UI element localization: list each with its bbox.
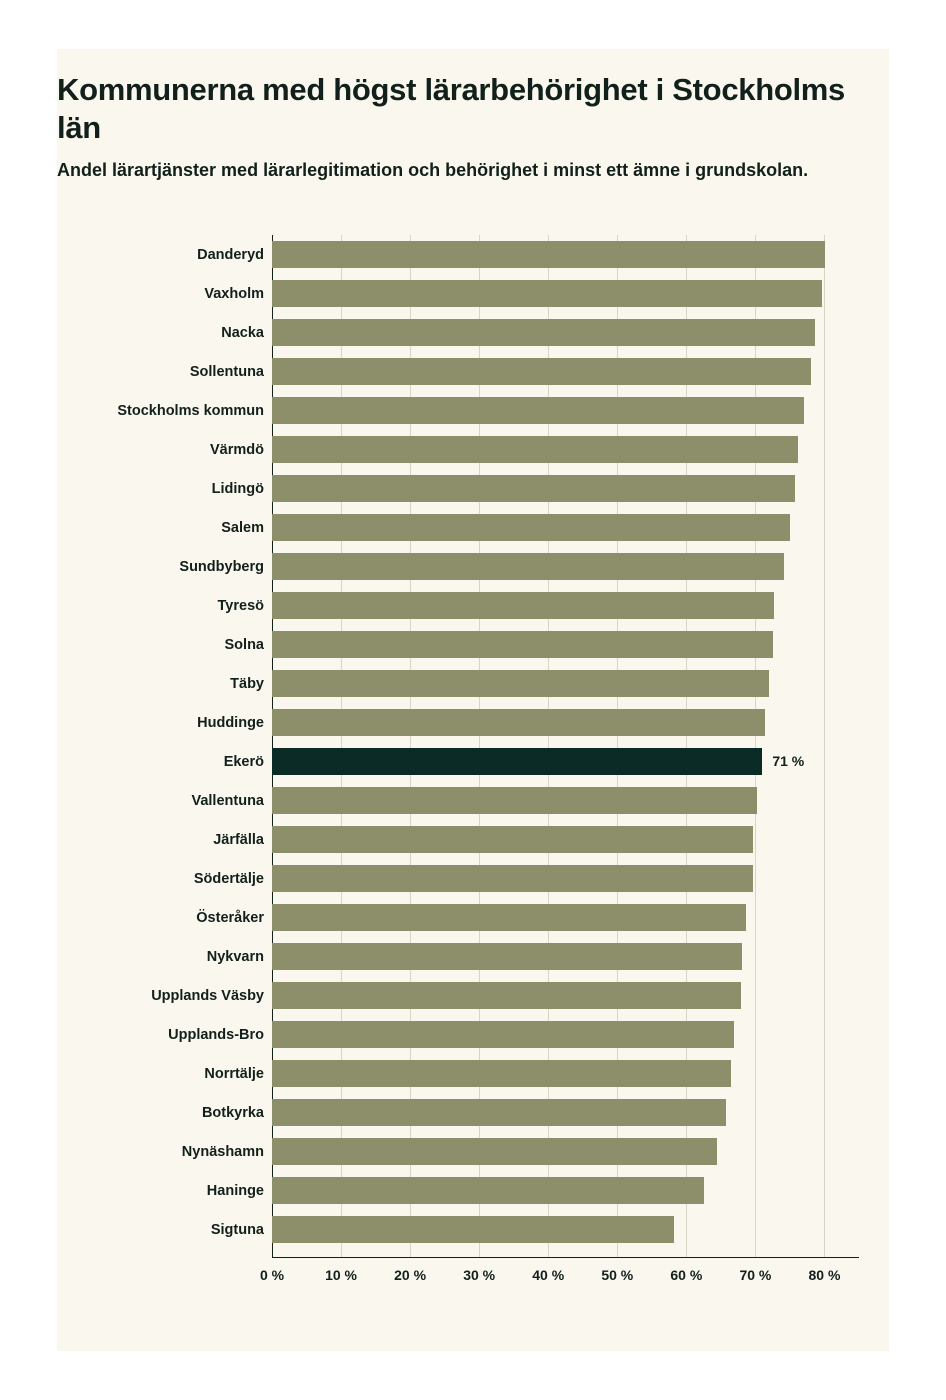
bar-cell [272,313,872,352]
bar[interactable] [272,1177,704,1204]
bar-category-label: Nacka [221,324,264,341]
bar[interactable] [272,592,774,619]
plot-area [57,235,889,1325]
chart-subtitle: Andel lärartjänster med lärarlegitimation och behörighet i minst ett ämne i grundskolan. [57,160,809,180]
bar-row [57,1093,889,1132]
bar[interactable] [272,280,822,307]
bar-row [57,703,889,742]
x-tick-label: 50 % [601,1267,634,1283]
bar-cell [272,1054,872,1093]
bar[interactable] [272,514,790,541]
bar-cell [272,664,872,703]
bar-row [57,898,889,937]
bar[interactable] [272,904,746,931]
bar[interactable] [272,709,765,736]
x-tick-label: 30 % [463,1267,496,1283]
bar-row [57,664,889,703]
bar-category-label: Tyresö [217,597,264,614]
bar-row [57,820,889,859]
bar-cell [272,703,872,742]
bar[interactable] [272,982,741,1009]
bar-cell [272,1132,872,1171]
bar-cell [272,274,872,313]
bar-row [57,1054,889,1093]
bar-row [57,430,889,469]
bar-category-label: Vaxholm [204,285,264,302]
bar[interactable] [272,1216,674,1243]
bar-category-label: Upplands-Bro [168,1026,264,1043]
bar-cell [272,391,872,430]
bar-cell [272,742,872,781]
x-tick-label: 80 % [808,1267,841,1283]
bar[interactable] [272,436,798,463]
bar[interactable] [272,670,769,697]
bar-category-label: Ekerö [223,753,264,770]
bar[interactable] [272,553,784,580]
x-tick-label: 60 % [670,1267,703,1283]
bar[interactable] [272,631,773,658]
bar[interactable] [272,826,753,853]
bar-row [57,547,889,586]
bar-row [57,391,889,430]
x-tick-label: 40 % [532,1267,565,1283]
bar-category-label: Järfälla [213,831,264,848]
x-axis [259,1257,859,1297]
bar-cell [272,1210,872,1249]
bar-row [57,937,889,976]
bar-row [57,1171,889,1210]
bar[interactable] [272,397,804,424]
bar-row [57,469,889,508]
bar[interactable] [272,943,742,970]
bar-row [57,235,889,274]
bar-cell [272,508,872,547]
bar[interactable] [272,1138,717,1165]
bar-category-label: Danderyd [197,246,264,263]
bar[interactable] [272,1099,726,1126]
bar-row [57,1132,889,1171]
bar-cell [272,859,872,898]
bar-category-label: Sigtuna [210,1221,264,1238]
x-tick-label: 20 % [394,1267,427,1283]
bar-rows [57,235,889,1249]
bar-row [57,313,889,352]
bar-highlighted[interactable] [272,748,762,775]
bar-cell [272,1093,872,1132]
bar-category-label: Södertälje [193,870,264,887]
bar[interactable] [272,865,753,892]
bar[interactable] [272,475,795,502]
bar-category-label: Täby [230,675,264,692]
bar-category-label: Österåker [196,909,264,926]
bar-cell [272,352,872,391]
bar-cell [272,781,872,820]
bar-cell [272,469,872,508]
bar-row [57,859,889,898]
bar-category-label: Nykvarn [206,948,264,965]
bar-cell [272,586,872,625]
bar-category-label: Norrtälje [204,1065,264,1082]
bar-category-label: Salem [221,519,264,536]
bar-category-label: Sollentuna [189,363,264,380]
bar-row [57,1210,889,1249]
bar-cell [272,898,872,937]
bar-category-label: Vallentuna [191,792,264,809]
bar-row [57,352,889,391]
bar-category-label: Nynäshamn [181,1143,264,1160]
bar-category-label: Värmdö [210,441,264,458]
bar-row [57,742,889,781]
bar-category-label: Lidingö [211,480,264,497]
bar-category-label: Huddinge [197,714,264,731]
bar-value-label: 71 % [772,753,805,769]
bar-cell [272,430,872,469]
bar[interactable] [272,358,811,385]
bar-category-label: Botkyrka [201,1104,264,1121]
bar[interactable] [272,1021,734,1048]
bar-row [57,976,889,1015]
bar-category-label: Solna [224,636,264,653]
bar-row [57,508,889,547]
bar-cell [272,976,872,1015]
bar-row [57,586,889,625]
bar-cell [272,235,872,274]
bar-cell [272,1171,872,1210]
bar-row [57,781,889,820]
x-tick-label: 10 % [325,1267,358,1283]
bar-row [57,274,889,313]
bar-cell [272,1015,872,1054]
bar[interactable] [272,319,815,346]
bar[interactable] [272,787,757,814]
bar-cell [272,820,872,859]
x-tick-label: 70 % [739,1267,772,1283]
x-axis-line [272,1257,859,1258]
bar[interactable] [272,241,825,268]
bar-cell [272,547,872,586]
bar-row [57,1015,889,1054]
chart-panel [57,49,889,1351]
bar-category-label: Haninge [206,1182,264,1199]
bar-row [57,625,889,664]
page-title: Kommunerna med högst lärarbehörighet i Stockholms län [57,72,845,145]
bar-category-label: Stockholms kommun [117,402,264,419]
bar-category-label: Upplands Väsby [151,987,264,1004]
bar-category-label: Sundbyberg [179,558,264,575]
bar-cell [272,937,872,976]
bar[interactable] [272,1060,731,1087]
x-tick-label: 0 % [259,1267,285,1283]
bar-cell [272,625,872,664]
